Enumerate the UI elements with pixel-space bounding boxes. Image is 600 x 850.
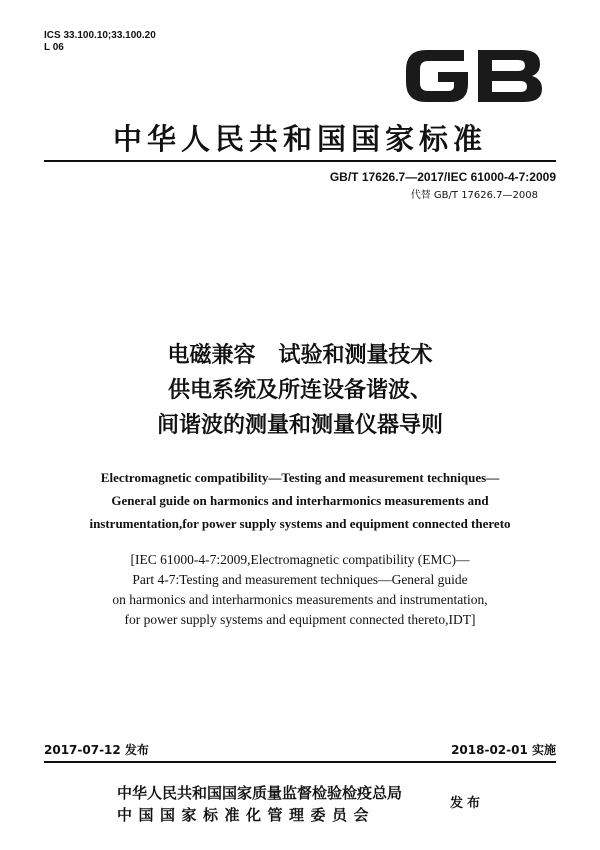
implementation-date: 2018-02-01 实施: [451, 743, 556, 757]
title-en-line-3: instrumentation,for power supply systems and equipment connected thereto: [89, 516, 511, 531]
issuer-aqsiq: 中华人民共和国国家质量监督检验检疫总局: [117, 784, 403, 802]
publish-label: 发布: [450, 796, 485, 811]
title-iec-reference: [0, 550, 600, 630]
title-english: [0, 466, 600, 535]
gb-logo: [398, 40, 548, 112]
bottom-divider: [44, 761, 556, 763]
issue-date: 2017-07-12 发布: [44, 743, 149, 757]
standard-code: GB/T 17626.7—2017/IEC 61000-4-7:2009: [329, 170, 556, 184]
title-chinese: [0, 338, 600, 443]
replaces-code: 代替 GB/T 17626.7—2008: [410, 190, 538, 201]
iec-line-2: Part 4-7:Testing and measurement techniques—General guide: [132, 572, 468, 587]
ccs-code: L 06: [44, 42, 64, 53]
title-cn-line-2: 供电系统及所连设备谐波、: [167, 378, 432, 403]
classification-codes: [44, 30, 156, 54]
issuer-sac: 中国国家标准化管理委员会: [117, 806, 376, 824]
standard-name: 中华人民共和国国家标准: [112, 122, 487, 156]
title-cn-line-1: 电磁兼容 试验和测量技术: [167, 343, 433, 368]
iec-line-4: for power supply systems and equipment connected thereto,IDT]: [124, 612, 476, 627]
title-cn-line-3: 间谐波的测量和测量仪器导则: [156, 413, 443, 438]
title-en-line-1: Electromagnetic compatibility—Testing and measurement techniques—: [100, 470, 500, 485]
top-divider: [44, 160, 556, 162]
ics-code: ICS 33.100.10;33.100.20: [44, 30, 156, 41]
iec-line-3: on harmonics and interharmonics measurements and instrumentation,: [112, 592, 488, 607]
issuing-authorities: [117, 782, 402, 826]
title-en-line-2: General guide on harmonics and interharmonics measurements and: [111, 493, 489, 508]
iec-line-1: [IEC 61000-4-7:2009,Electromagnetic compatibility (EMC)—: [130, 552, 470, 567]
